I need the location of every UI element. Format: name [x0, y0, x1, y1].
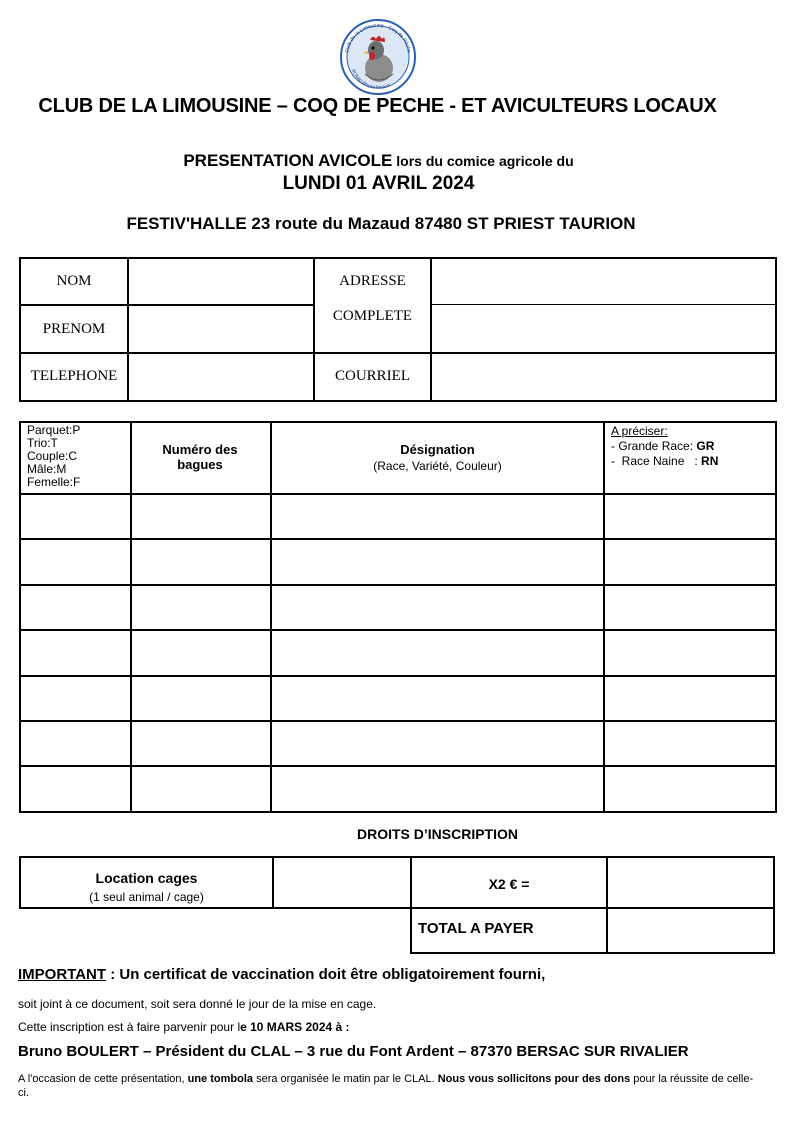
- grande-race-line: [611, 439, 718, 454]
- cages-count-field[interactable]: [274, 858, 410, 907]
- location-cages-sub: (1 seul animal / cage): [89, 890, 204, 904]
- important-text: : Un certificat de vaccination doit être obligatoirement fourni,: [106, 966, 546, 983]
- table-row[interactable]: [21, 495, 775, 538]
- tombola-e: pour la réussite de celle-ci.: [18, 1073, 754, 1099]
- important-label: IMPORTANT: [18, 966, 107, 983]
- svg-text:et Aviculteurs locaux: et Aviculteurs locaux: [350, 68, 392, 92]
- deadline-start: Cette inscription est à faire parvenir pour l: [18, 1020, 241, 1034]
- label-telephone: TELEPHONE: [30, 368, 118, 384]
- contact-address: Bruno BOULERT – Président du CLAL – 3 rue du Font Ardent – 87370 BERSAC SUR RIVALIER: [18, 1043, 689, 1060]
- tombola-d: Nous vous sollicitons pour des dons: [437, 1073, 631, 1085]
- deadline-date: e 10 MARS 2024 à :: [240, 1020, 350, 1034]
- courriel-field[interactable]: [432, 354, 775, 400]
- tombola-b: une tombola: [187, 1073, 254, 1085]
- label-prenom: PRENOM: [42, 321, 106, 337]
- deadline-line: [18, 1020, 350, 1034]
- label-nom: NOM: [56, 273, 92, 289]
- telephone-field[interactable]: [129, 354, 313, 400]
- total-amount-field[interactable]: [608, 909, 773, 952]
- location-cages-label: Location cages: [95, 870, 198, 886]
- type-parquet: Parquet:P: [27, 423, 81, 437]
- nom-field[interactable]: [129, 259, 313, 304]
- droits-heading: DROITS D’INSCRIPTION: [356, 826, 518, 842]
- race-naine-label: - Race Naine :: [611, 454, 702, 468]
- type-trio: Trio:T: [27, 436, 58, 450]
- preciser-title: A préciser:: [611, 424, 668, 438]
- race-naine-line: [611, 454, 718, 469]
- table-row[interactable]: [21, 722, 775, 765]
- table-row[interactable]: [21, 677, 775, 720]
- label-complete: COMPLETE: [332, 308, 413, 324]
- cages-amount-field[interactable]: [608, 858, 773, 907]
- table-row[interactable]: [21, 586, 775, 629]
- gr-code: GR: [696, 439, 715, 453]
- table-row[interactable]: [21, 540, 775, 584]
- tombola-a: A l'occasion de cette présentation,: [18, 1073, 188, 1085]
- type-femelle: Femelle:F: [27, 475, 81, 489]
- grande-race-label: - Grande Race:: [611, 439, 697, 453]
- event-date: LUNDI 01 AVRIL 2024: [282, 173, 475, 194]
- designation-subheader: (Race, Variété, Couleur): [373, 459, 502, 473]
- table-row[interactable]: [21, 631, 775, 675]
- label-adresse: ADRESSE: [339, 273, 406, 289]
- adresse-field[interactable]: [432, 259, 775, 352]
- type-legend: [27, 424, 80, 489]
- club-logo: [339, 18, 417, 96]
- tombola-note: [18, 1072, 758, 1100]
- svg-text:Club de la Limousine - Coq de: Club de la Limousine - Coq de Pêche: [344, 22, 412, 54]
- presentation-bold: PRESENTATION AVICOLE: [183, 151, 393, 170]
- type-couple: Couple:C: [27, 449, 78, 463]
- preciser-legend: [611, 424, 718, 469]
- x2-label: X2 € =: [488, 876, 530, 892]
- bagues-header: Numéro des bagues: [162, 442, 238, 472]
- label-courriel: COURRIEL: [335, 368, 410, 384]
- page-title: CLUB DE LA LIMOUSINE – COQ DE PECHE - ET AVICULTEURS LOCAUX: [38, 95, 717, 117]
- important-notice: [18, 966, 545, 983]
- event-venue: FESTIV'HALLE 23 route du Mazaud 87480 ST PRIEST TAURION: [126, 214, 636, 233]
- rn-code: RN: [701, 454, 719, 468]
- presentation-rest: lors du comice agricole du: [392, 153, 574, 169]
- type-male: Mâle:M: [27, 462, 67, 476]
- table-row[interactable]: [21, 767, 775, 811]
- prenom-field[interactable]: [129, 306, 313, 352]
- vaccination-line: soit joint à ce document, soit sera donné le jour de la mise en cage.: [18, 997, 377, 1011]
- presentation-line: [0, 151, 757, 171]
- total-label: TOTAL A PAYER: [418, 920, 534, 937]
- tombola-c: sera organisée le matin par le CLAL.: [253, 1073, 438, 1085]
- designation-header: Désignation: [400, 442, 475, 457]
